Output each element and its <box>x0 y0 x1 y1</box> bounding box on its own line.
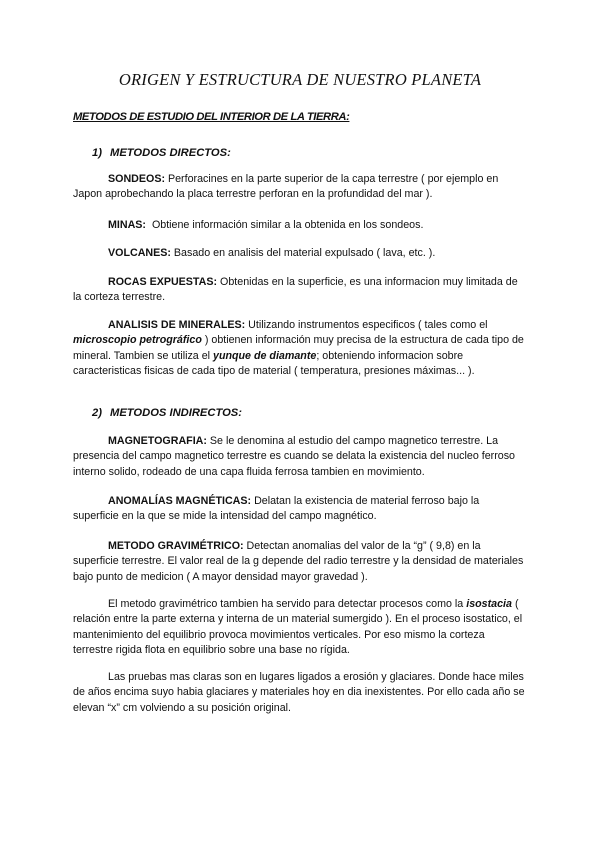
paragraph-text: ) obtienen información muy precisa de la estructura de cada tipo de mineral. Tambien se utiliza el <box>73 334 524 362</box>
term-label: ROCAS EXPUESTAS: <box>108 276 218 288</box>
term-label: MINAS: <box>108 219 146 231</box>
paragraph-text: Basado en analisis del material expulsado ( lava, etc. ). <box>170 247 436 259</box>
paragraph-text: Obtenidas en la superficie, es una informacion muy limitada de la corteza terrestre. <box>73 276 518 304</box>
term-label: METODO GRAVIMÉTRICO: <box>108 540 244 552</box>
paragraph-text: ; obteniendo informacion sobre caracteristicas fisicas de cada tipo de material ( temperatura, presiones máximas... ). <box>73 349 475 377</box>
paragraph-text: Detectan anomalias del valor de la “g” ( 9,8) en la superficie terrestre. El valor real de la g depende del radio terrestre y la densidad de materiales bajo punto de medicion ( A mayor densidad mayor gravedad ). <box>73 540 524 583</box>
paragraph-text: Obtiene información similar a la obtenida en los sondeos. <box>146 219 424 231</box>
paragraph-gravimetrico <box>73 539 525 585</box>
paragraph-text: Se le denomina al estudio del campo magnetico terrestre. La presencia del campo magnetico terrestre es cuando se delata la existencia del nucleo ferroso interno solido, rodeado de una capa fluida ferrosa tambien en movimiento. <box>73 435 516 478</box>
heading-text: METODOS INDIRECTOS: <box>110 407 242 419</box>
heading-number: 1) <box>92 147 102 159</box>
paragraph-pruebas <box>73 670 525 716</box>
paragraph-text: Utilizando instrumentos especificos ( tales como el <box>245 319 488 331</box>
paragraph-rocas-expuestas <box>73 275 525 306</box>
paragraph-text: Delatan la existencia de material ferroso bajo la superficie en la que se mide la intensidad del campo magnético. <box>73 495 480 523</box>
term-label: SONDEOS: <box>108 173 166 185</box>
paragraph-analisis-minerales <box>73 318 525 379</box>
paragraph-volcanes <box>73 246 525 261</box>
term-label: MAGNETOGRAFIA: <box>108 435 207 447</box>
paragraph-isostasia <box>73 597 525 658</box>
section-heading: METODOS DE ESTUDIO DEL INTERIOR DE LA TIERRA: <box>73 111 350 123</box>
heading-text: METODOS DIRECTOS: <box>110 147 231 159</box>
paragraph-anomalias <box>73 494 525 525</box>
paragraph-sondeos <box>73 172 525 203</box>
paragraph-text: ( relación entre la parte externa y interna de un material sumergido ). En el proceso isostatico, el mantenimiento del equilibrio provoca movimientos verticales. Por eso mismo la corteza terrestre rigida flota en equilibrio sobre una base no rígida. <box>73 598 523 656</box>
heading-metodos-directos <box>92 147 231 159</box>
paragraph-text: El metodo gravimétrico tambien ha servido para detectar procesos como la <box>108 598 467 610</box>
heading-number: 2) <box>92 407 102 419</box>
page-title: ORIGEN Y ESTRUCTURA DE NUESTRO PLANETA <box>118 70 482 89</box>
emphasis-term: microscopio petrográfico <box>73 334 202 347</box>
paragraph-text: Perforacines en la parte superior de la capa terrestre ( por ejemplo en Japon aprobechando la placa terrestre perforan en la profundidad del mar ). <box>73 173 499 201</box>
term-label: ANOMALÍAS MAGNÉTICAS: <box>108 495 252 507</box>
term-label: ANALISIS DE MINERALES: <box>108 319 246 331</box>
emphasis-term: isostacia <box>466 598 512 610</box>
paragraph-minas <box>73 218 525 233</box>
paragraph-text: Las pruebas mas claras son en lugares ligados a erosión y glaciares. Donde hace miles de años encima suyo habia glaciares y materiales hoy en dia inexistentes. Por ello cada año se elevan “x” cm volviendo a su posición original. <box>73 671 525 714</box>
term-label: VOLCANES: <box>108 247 171 259</box>
emphasis-term: yunque de diamante <box>213 349 317 362</box>
paragraph-magnetografia <box>73 434 525 480</box>
heading-metodos-indirectos <box>92 407 242 419</box>
